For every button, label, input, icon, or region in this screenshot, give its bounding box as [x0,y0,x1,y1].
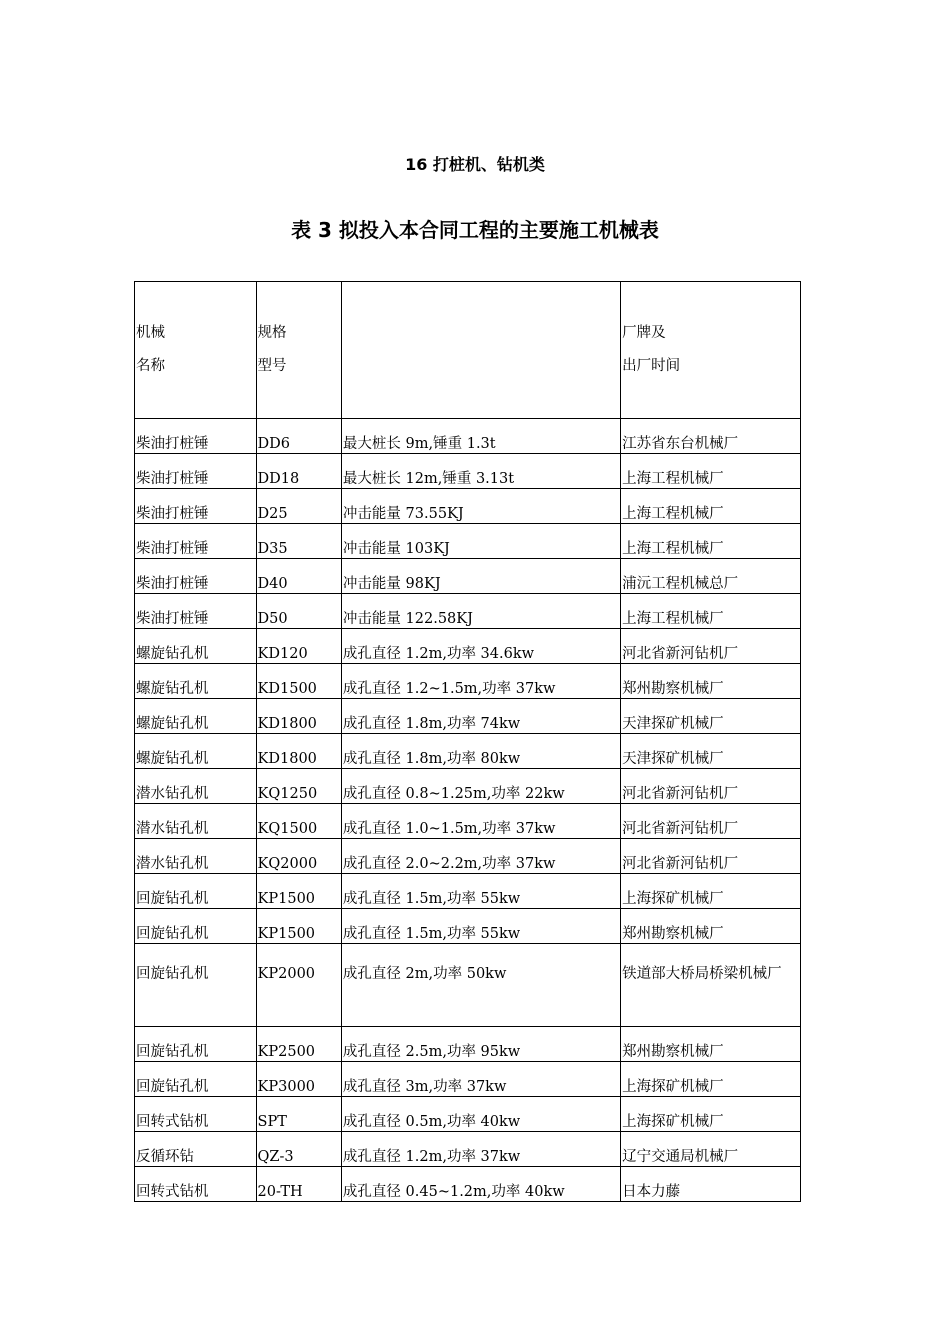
performance-cell: 成孔直径 0.8~1.25m,功率 22kw [341,769,620,804]
spec-model-cell: SPT [256,1097,341,1132]
table-header-row [135,282,801,419]
machine-name-cell: 回旋钻孔机 [135,874,257,909]
machine-name-cell: 柴油打桩锤 [135,594,257,629]
manufacturer-cell: 天津探矿机械厂 [621,734,801,769]
manufacturer-cell: 河北省新河钻机厂 [621,769,801,804]
table-row [135,489,801,524]
machine-name-cell: 回转式钻机 [135,1167,257,1202]
performance-cell: 成孔直径 2.5m,功率 95kw [341,1027,620,1062]
table-row [135,699,801,734]
manufacturer-cell: 上海探矿机械厂 [621,1062,801,1097]
performance-cell: 冲击能量 103KJ [341,524,620,559]
manufacturer-cell: 郑州勘察机械厂 [621,664,801,699]
table-row [135,594,801,629]
manufacturer-cell: 河北省新河钻机厂 [621,804,801,839]
manufacturer-cell: 上海工程机械厂 [621,524,801,559]
performance-cell: 成孔直径 3m,功率 37kw [341,1062,620,1097]
performance-cell: 冲击能量 122.58KJ [341,594,620,629]
manufacturer-cell: 上海探矿机械厂 [621,874,801,909]
spec-model-cell: KD1800 [256,699,341,734]
table-row [135,944,801,1027]
performance-cell: 成孔直径 0.45~1.2m,功率 40kw [341,1167,620,1202]
spec-model-cell: KP1500 [256,874,341,909]
table-row [135,769,801,804]
spec-model-cell: D35 [256,524,341,559]
table-row [135,664,801,699]
manufacturer-cell: 上海工程机械厂 [621,489,801,524]
table-row [135,804,801,839]
machine-name-cell: 反循环钻 [135,1132,257,1167]
spec-model-cell: D50 [256,594,341,629]
manufacturer-cell: 浦沅工程机械总厂 [621,559,801,594]
spec-model-cell: 20-TH [256,1167,341,1202]
header-blank [341,282,620,419]
spec-model-cell: KD1800 [256,734,341,769]
performance-cell: 成孔直径 1.0~1.5m,功率 37kw [341,804,620,839]
machine-name-cell: 潜水钻孔机 [135,804,257,839]
table-row [135,419,801,454]
machine-name-cell: 回旋钻孔机 [135,944,257,1027]
performance-cell: 成孔直径 1.8m,功率 80kw [341,734,620,769]
table-row [135,629,801,664]
machine-name-cell: 柴油打桩锤 [135,524,257,559]
performance-cell: 最大桩长 12m,锤重 3.13t [341,454,620,489]
spec-model-cell: KQ1500 [256,804,341,839]
spec-model-cell: KP2500 [256,1027,341,1062]
table-row [135,1027,801,1062]
machine-name-cell: 潜水钻孔机 [135,839,257,874]
spec-model-cell: KD120 [256,629,341,664]
performance-cell: 最大桩长 9m,锤重 1.3t [341,419,620,454]
machine-name-cell: 柴油打桩锤 [135,559,257,594]
manufacturer-cell: 上海工程机械厂 [621,594,801,629]
table-row [135,1167,801,1202]
machine-name-cell: 螺旋钻孔机 [135,734,257,769]
performance-cell: 成孔直径 2.0~2.2m,功率 37kw [341,839,620,874]
machinery-table [134,281,801,1202]
spec-model-cell: KP2000 [256,944,341,1027]
table-row [135,1062,801,1097]
spec-model-cell: D25 [256,489,341,524]
header-spec-model: 规格 型号 [256,282,341,419]
spec-model-cell: QZ-3 [256,1132,341,1167]
table-title: 表 3 拟投入本合同工程的主要施工机械表 [291,218,659,242]
performance-cell: 成孔直径 1.2m,功率 37kw [341,1132,620,1167]
machine-name-cell: 螺旋钻孔机 [135,629,257,664]
machine-name-cell: 潜水钻孔机 [135,769,257,804]
performance-cell: 成孔直径 1.2~1.5m,功率 37kw [341,664,620,699]
manufacturer-cell: 铁道部大桥局桥梁机械厂 [621,944,801,1027]
spec-model-cell: KD1500 [256,664,341,699]
manufacturer-cell: 上海工程机械厂 [621,454,801,489]
machine-name-cell: 螺旋钻孔机 [135,664,257,699]
performance-cell: 成孔直径 1.5m,功率 55kw [341,874,620,909]
spec-model-cell: KP1500 [256,909,341,944]
manufacturer-cell: 郑州勘察机械厂 [621,1027,801,1062]
spec-model-cell: D40 [256,559,341,594]
spec-model-cell: DD18 [256,454,341,489]
section-title: 16 打桩机、钻机类 [405,155,545,174]
manufacturer-cell: 江苏省东台机械厂 [621,419,801,454]
manufacturer-cell: 河北省新河钻机厂 [621,839,801,874]
header-manufacturer: 厂牌及 出厂时间 [621,282,801,419]
table-row [135,839,801,874]
header-machine-name: 机械 名称 [135,282,257,419]
table-row [135,524,801,559]
spec-model-cell: KQ2000 [256,839,341,874]
table-row [135,909,801,944]
machine-name-cell: 柴油打桩锤 [135,454,257,489]
performance-cell: 成孔直径 1.2m,功率 34.6kw [341,629,620,664]
manufacturer-cell: 日本力藤 [621,1167,801,1202]
manufacturer-cell: 河北省新河钻机厂 [621,629,801,664]
spec-model-cell: KP3000 [256,1062,341,1097]
table-row [135,1132,801,1167]
performance-cell: 冲击能量 98KJ [341,559,620,594]
spec-model-cell: DD6 [256,419,341,454]
manufacturer-cell: 辽宁交通局机械厂 [621,1132,801,1167]
machine-name-cell: 回转式钻机 [135,1097,257,1132]
machine-name-cell: 柴油打桩锤 [135,489,257,524]
manufacturer-cell: 天津探矿机械厂 [621,699,801,734]
performance-cell: 冲击能量 73.55KJ [341,489,620,524]
table-row [135,559,801,594]
manufacturer-cell: 郑州勘察机械厂 [621,909,801,944]
performance-cell: 成孔直径 0.5m,功率 40kw [341,1097,620,1132]
machine-name-cell: 回旋钻孔机 [135,1062,257,1097]
machine-name-cell: 回旋钻孔机 [135,1027,257,1062]
performance-cell: 成孔直径 1.8m,功率 74kw [341,699,620,734]
performance-cell: 成孔直径 2m,功率 50kw [341,944,620,1027]
manufacturer-cell: 上海探矿机械厂 [621,1097,801,1132]
machine-name-cell: 螺旋钻孔机 [135,699,257,734]
performance-cell: 成孔直径 1.5m,功率 55kw [341,909,620,944]
table-row [135,734,801,769]
table-row [135,874,801,909]
machine-name-cell: 回旋钻孔机 [135,909,257,944]
spec-model-cell: KQ1250 [256,769,341,804]
machine-name-cell: 柴油打桩锤 [135,419,257,454]
table-row [135,1097,801,1132]
table-row [135,454,801,489]
